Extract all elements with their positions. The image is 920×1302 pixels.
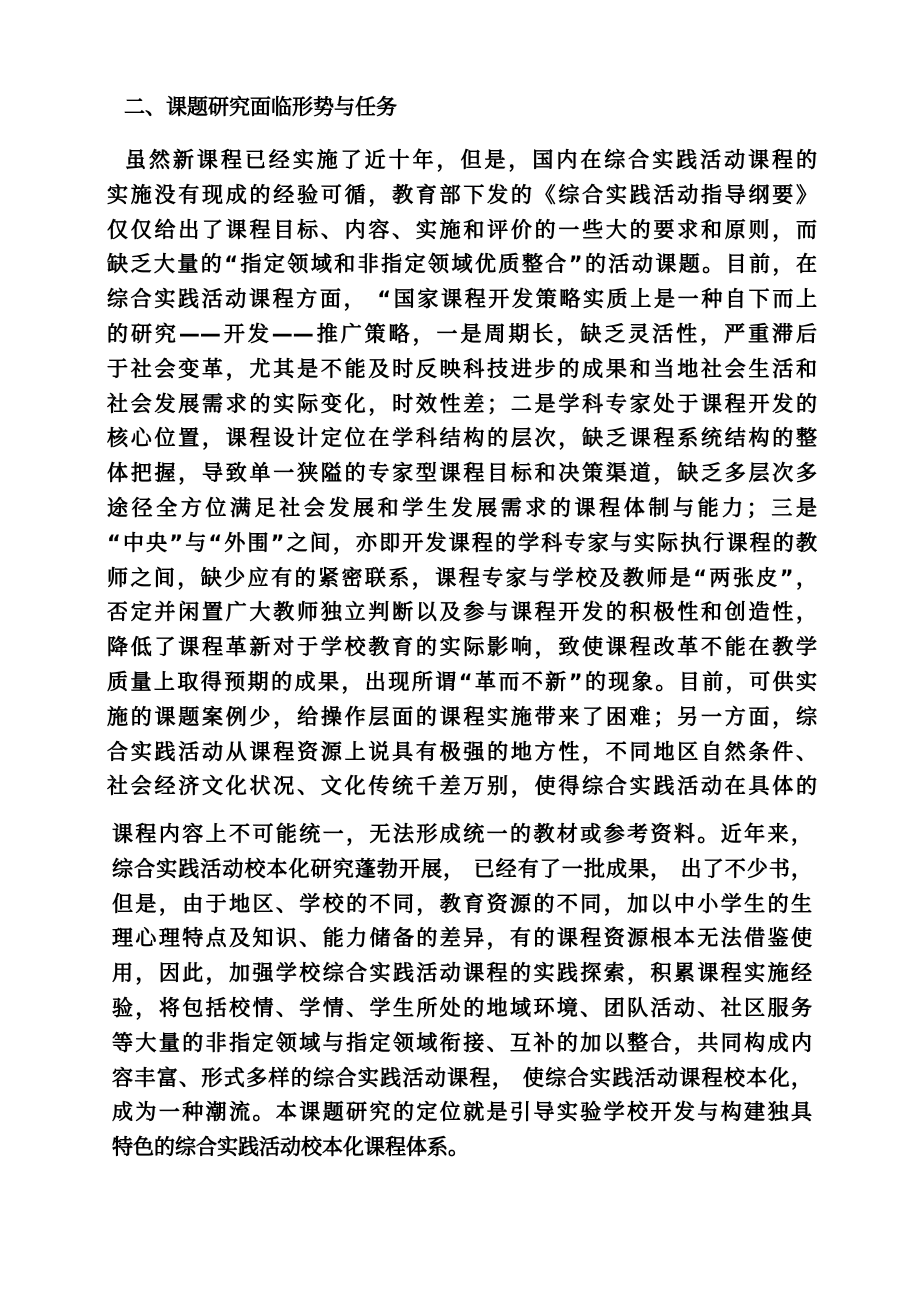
paragraph-2-line: 课程内容上不可能统一，无法形成统一的教材或参考资料。近年来，: [112, 822, 812, 846]
paragraph-1-line: 核心位置，课程设计定位在学科结构的层次，缺乏课程系统结构的整: [107, 426, 817, 451]
paragraph-2-line: 用，因此，加强学校综合实践活动课程的实践探索，积累课程实施经: [112, 961, 812, 986]
paragraph-2-line: 验，将包括校情、学情、学生所处的地域环境、团队活动、社区服务: [112, 995, 812, 1020]
paragraph-2-line: 等大量的非指定领域与指定领域衔接、互补的加以整合，共同构成内: [112, 1030, 812, 1055]
paragraph-1: [107, 143, 817, 804]
paragraph-1-line: 社会发展需求的实际变化，时效性差；二是学科专家处于课程开发的: [107, 391, 817, 416]
paragraph-1-line: 的研究——开发——推广策略，一是周期长，缺乏灵活性，严重滞后: [107, 321, 817, 346]
paragraph-2-line: 成为一种潮流。本课题研究的定位就是引导实验学校开发与构建独具: [112, 1100, 812, 1125]
paragraph-2: [112, 817, 812, 1165]
paragraph-2-line: 容丰富、形式多样的综合实践活动课程， 使综合实践活动课程校本化，: [112, 1065, 812, 1090]
paragraph-1-line: 缺乏大量的“指定领域和非指定领域优质整合”的活动课题。目前，在: [107, 252, 817, 277]
paragraph-1-line: 虽然新课程已经实施了近十年，但是，国内在综合实践活动课程的: [125, 148, 817, 172]
paragraph-2-line: 理心理特点及知识、能力储备的差异，有的课程资源根本无法借鉴使: [112, 926, 812, 951]
paragraph-1-line: 于社会变革，尤其是不能及时反映科技进步的成果和当地社会生活和: [107, 356, 817, 381]
paragraph-1-line: 师之间，缺少应有的紧密联系，课程专家与学校及教师是“两张皮”，: [107, 565, 817, 590]
paragraph-1-line: 实施没有现成的经验可循，教育部下发的《综合实践活动指导纲要》: [107, 182, 817, 207]
paragraph-1-line: 途径全方位满足社会发展和学生发展需求的课程体制与能力；三是: [107, 495, 817, 520]
paragraph-1-line: 降低了课程革新对于学校教育的实际影响，致使课程改革不能在教学: [107, 635, 817, 660]
section-heading: 二、课题研究面临形势与任务: [124, 95, 397, 119]
paragraph-1-line: “中央”与“外围”之间，亦即开发课程的学科专家与实际执行课程的教: [107, 530, 817, 555]
paragraph-1-line: 施的课题案例少，给操作层面的课程实施带来了困难；另一方面，综: [107, 704, 817, 729]
paragraph-1-line: 社会经济文化状况、文化传统千差万别，使得综合实践活动在具体的: [107, 774, 817, 799]
paragraph-1-line: 否定并闲置广大教师独立判断以及参与课程开发的积极性和创造性，: [107, 600, 817, 625]
paragraph-1-line: 体把握，导致单一狭隘的专家型课程目标和决策渠道，缺乏多层次多: [107, 461, 817, 486]
paragraph-1-line: 综合实践活动课程方面， “国家课程开发策略实质上是一种自下而上: [107, 287, 817, 312]
paragraph-1-line: 仅仅给出了课程目标、内容、实施和评价的一些大的要求和原则，而: [107, 217, 817, 242]
paragraph-2-line: 综合实践活动校本化研究蓬勃开展， 已经有了一批成果， 出了不少书，: [112, 856, 812, 881]
paragraph-1-line: 合实践活动从课程资源上说具有极强的地方性，不同地区自然条件、: [107, 739, 817, 764]
paragraph-1-line: 质量上取得预期的成果，出现所谓“革而不新”的现象。目前，可供实: [107, 669, 817, 694]
paragraph-2-line: 特色的综合实践活动校本化课程体系。: [112, 1135, 469, 1160]
paragraph-2-line: 但是，由于地区、学校的不同，教育资源的不同，加以中小学生的生: [112, 891, 812, 916]
